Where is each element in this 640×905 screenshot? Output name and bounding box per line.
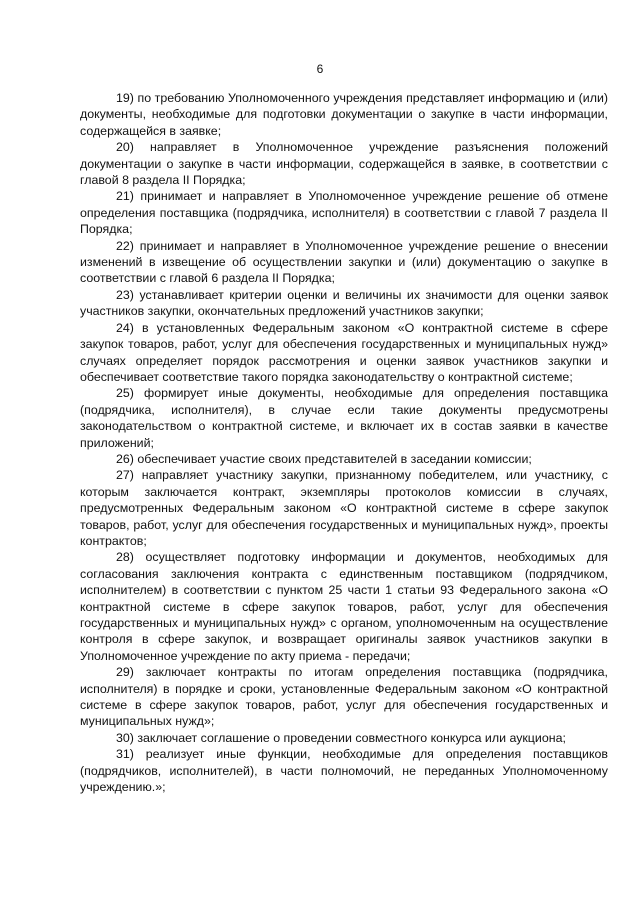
paragraph-28: 28) осуществляет подготовку информации и документов, необходимых для согласования заключения контракта с единственным поставщиком (подрядчиком, исполнителем) в соответствии с пунктом 25 части 1 статьи 93 Федерального закона «О контрактной системе в сфере закупок товаров, работ, услуг для обеспечения государственных и муниципальных нужд» с органом, уполномоченным на осуществление контроля в сфере закупок, и возвращает оригиналы заявок участников закупки в Уполномоченное учреждение по акту приема - передачи;: [80, 550, 608, 663]
paragraph-21: 21) принимает и направляет в Уполномоченное учреждение решение об отмене определения поставщика (подрядчика, исполнителя) в соответствии с главой 7 раздела II Порядка;: [80, 189, 608, 237]
paragraph-22: 22) принимает и направляет в Уполномоченное учреждение решение о внесении изменений в извещение об осуществлении закупки и (или) документацию о закупке в соответствии с главой 6 раздела II Порядка;: [80, 238, 608, 286]
paragraph-23: 23) устанавливает критерии оценки и величины их значимости для оценки заявок участников закупки, окончательных предложений участников закупки;: [80, 287, 608, 319]
paragraph-25: 25) формирует иные документы, необходимые для определения поставщика (подрядчика, исполнителя), в случае если такие документы предусмотрены законодательством о контрактной системе, и включает их в состав заявки в качестве приложений;: [80, 386, 608, 450]
paragraph-27: 27) направляет участнику закупки, признанному победителем, или участнику, с которым заключается контракт, экземпляры протоколов комиссии в случаях, предусмотренных Федеральным законом «О контрактной системе в сфере закупок товаров, работ, услуг для обеспечения государственных и муниципальных нужд», проекты контрактов;: [80, 468, 608, 548]
paragraph-20: 20) направляет в Уполномоченное учреждение разъяснения положений документации о закупке в части информации, содержащейся в заявке, в соответствии с главой 8 раздела II Порядка;: [80, 140, 608, 188]
paragraph-26: 26) обеспечивает участие своих представителей в заседании комиссии;: [116, 451, 532, 466]
paragraph-24: 24) в установленных Федеральным законом «О контрактной системе в сфере закупок товаров, работ, услуг для обеспечения государственных и муниципальных нужд» случаях определяет порядок рассмотрения и оценки заявок участников закупки и обеспечивает соответствие такого порядка законодательству о контрактной системе;: [80, 320, 608, 384]
paragraph-29: 29) заключает контракты по итогам определения поставщика (подрядчика, исполнителя) в порядке и сроки, установленные Федеральным законом «О контрактной системе в сфере закупок товаров, работ, услуг для обеспечения государственных и муниципальных нужд»;: [80, 665, 608, 729]
paragraph-31: 31) реализует иные функции, необходимые для определения поставщиков (подрядчиков, исполнителей), в части полномочий, не переданных Уполномоченному учреждению.»;: [80, 747, 608, 795]
page-number: 6: [316, 62, 324, 76]
paragraph-19: 19) по требованию Уполномоченного учреждения представляет информацию и (или) документы, необходимые для подготовки документации о закупке в части информации, содержащейся в заявке;: [80, 91, 608, 138]
paragraph-30: 30) заключает соглашение о проведении совместного конкурса или аукциона;: [116, 730, 566, 745]
document-body: [80, 90, 608, 795]
